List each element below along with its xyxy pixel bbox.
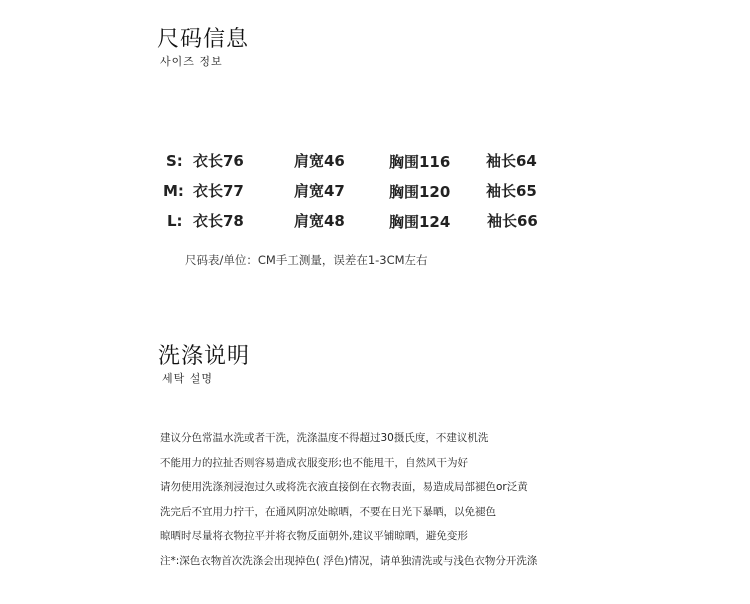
sleeve-cell: 袖长66 xyxy=(487,212,538,230)
wash-instructions-title: 洗涤说明 xyxy=(158,344,251,369)
sleeve-cell: 袖长64 xyxy=(486,152,537,170)
size-label: L: xyxy=(167,212,183,230)
size-label: S: xyxy=(166,152,183,170)
list-item: 不能用力的拉扯否则容易造成衣服变形;也不能甩干，自然风干为好 xyxy=(160,457,469,469)
chest-cell: 胸围120 xyxy=(389,183,451,201)
length-cell: 衣长77 xyxy=(193,182,244,200)
list-item: 注*:深色衣物首次洗涤会出现掉色( 浮色)情况，请单独清洗或与浅色衣物分开洗涤 xyxy=(160,555,538,567)
shoulder-cell: 肩宽47 xyxy=(294,182,345,200)
list-item: 晾晒时尽量将衣物拉平并将衣物反面朝外,建议平铺晾晒，避免变形 xyxy=(160,530,468,542)
chest-cell: 胸围124 xyxy=(389,213,451,231)
length-cell: 衣长78 xyxy=(193,212,244,230)
shoulder-cell: 肩宽48 xyxy=(294,212,345,230)
list-item: 请勿使用洗涤剂浸泡过久或将洗衣液直接倒在衣物表面，易造成局部褪色or泛黄 xyxy=(160,481,528,493)
length-cell: 衣长76 xyxy=(193,152,244,170)
measurement-note: 尺码表/单位：CM手工测量，误差在1-3CM左右 xyxy=(185,253,428,267)
size-info-title: 尺码信息 xyxy=(157,27,250,52)
size-info-subtitle: 사이즈 정보 xyxy=(160,55,223,68)
sleeve-cell: 袖长65 xyxy=(486,182,537,200)
wash-instructions-subtitle: 세탁 설명 xyxy=(162,372,214,385)
shoulder-cell: 肩宽46 xyxy=(294,152,345,170)
list-item: 建议分色常温水洗或者干洗，洗涤温度不得超过30摄氏度，不建议机洗 xyxy=(160,432,489,444)
chest-cell: 胸围116 xyxy=(389,153,451,171)
list-item: 洗完后不宜用力拧干，在通风阴凉处晾晒，不要在日光下暴晒，以免褪色 xyxy=(160,506,496,518)
size-label: M: xyxy=(163,182,184,200)
